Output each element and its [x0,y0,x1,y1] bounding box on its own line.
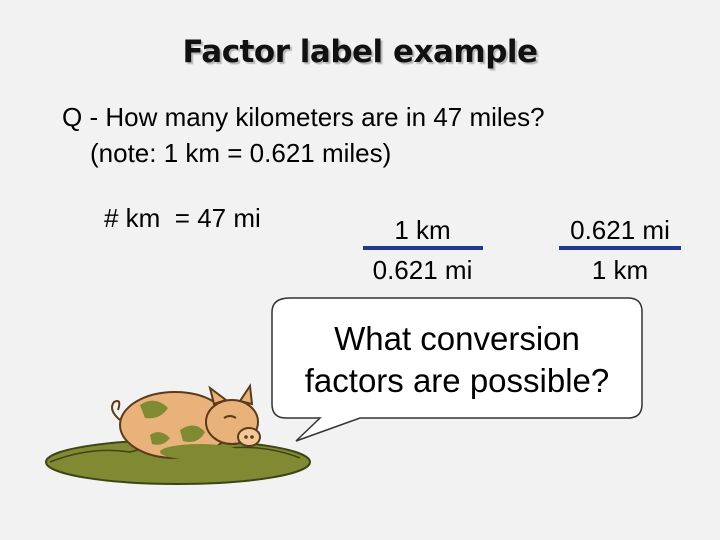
fraction-2-numerator: 0.621 mi [570,215,670,245]
speech-bubble-line-1: What conversion [334,320,580,357]
fraction-1-numerator: 1 km [394,215,451,245]
question-text: Q - How many kilometers are in 47 miles? [62,102,545,132]
note-text: (note: 1 km = 0.621 miles) [90,138,392,168]
fraction-2-denominator: 1 km [591,255,649,285]
fraction-1-denominator: 0.621 mi [372,255,473,285]
speech-bubble-text [272,318,642,402]
pig-in-mud-icon [46,386,310,484]
conversion-factor-2 [545,210,695,290]
slide-title: Factor label example [182,34,538,70]
conversion-factor-1 [355,210,490,290]
speech-bubble-line-2: factors are possible? [304,362,610,399]
equation-text: # km = 47 mi [104,203,261,233]
